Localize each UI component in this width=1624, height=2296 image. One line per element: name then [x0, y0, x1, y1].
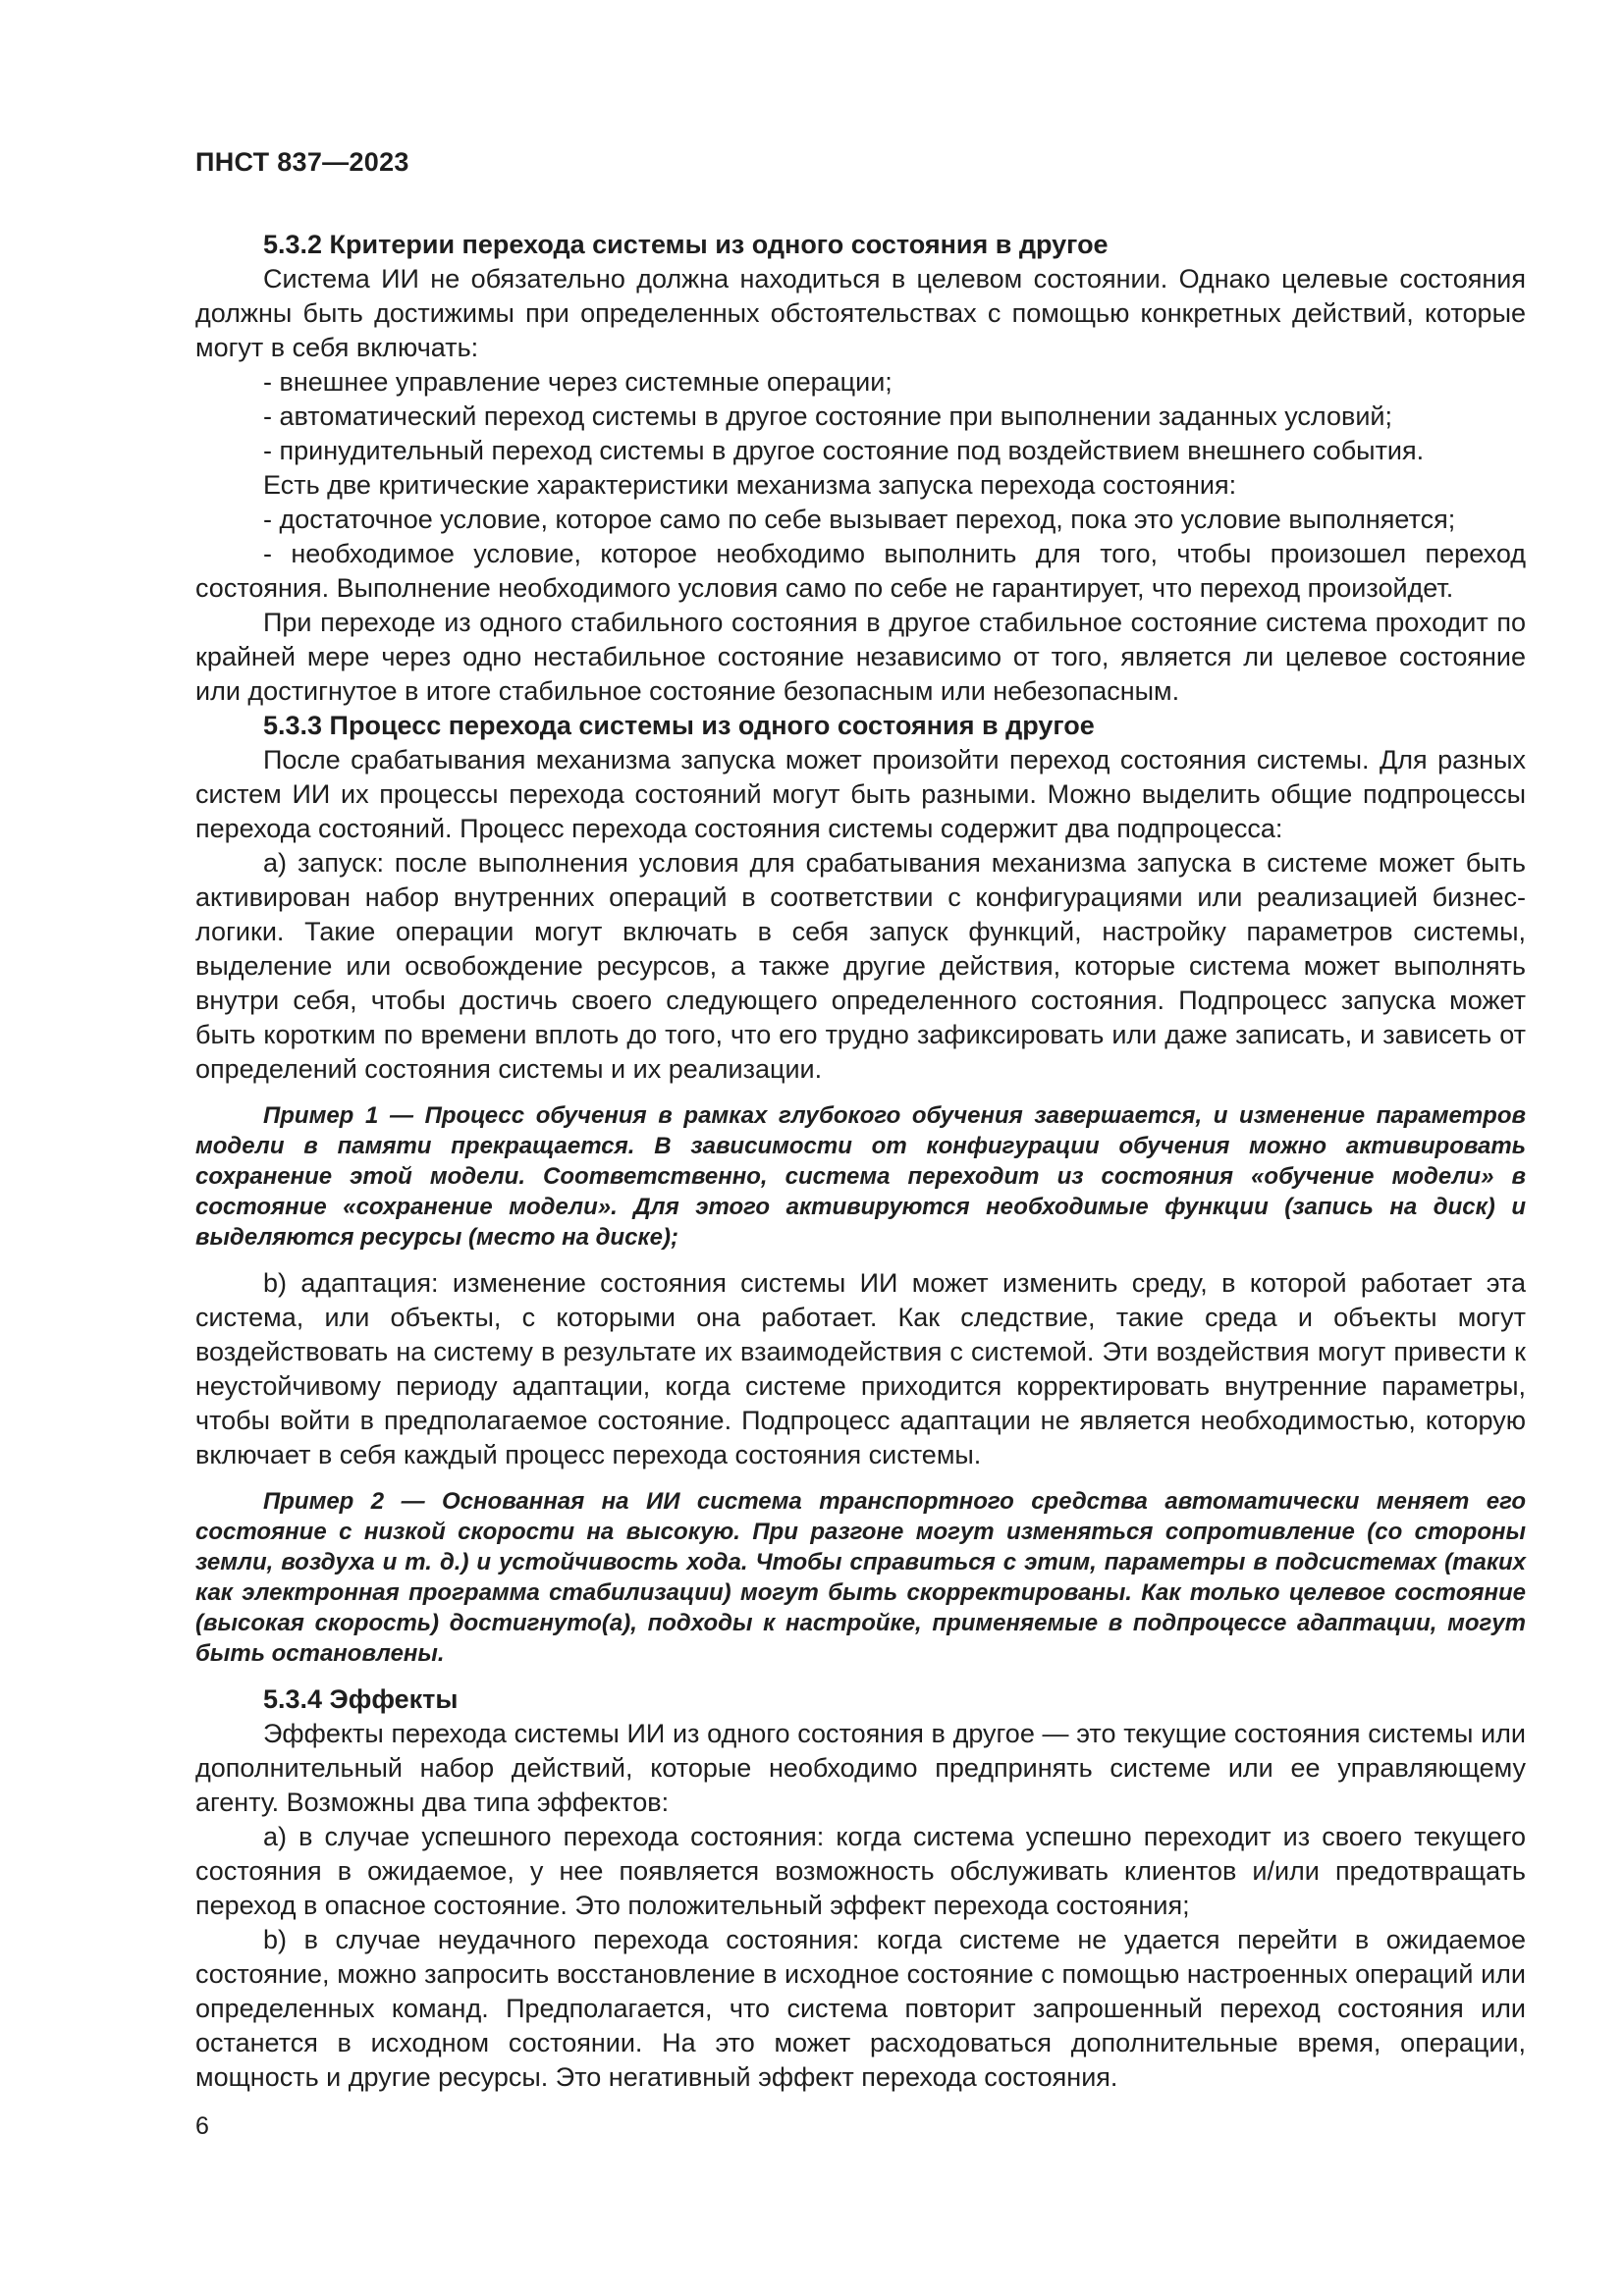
paragraph: После срабатывания механизма запуска может произойти переход состояния системы. Для разных систем ИИ их процессы перехода состояний могут быть разными. Можно выделить общие подпроцессы перехода состояний. Процесс перехода состояния системы содержит два подпроцесса: — [195, 745, 1526, 843]
bullet-list — [195, 365, 1526, 468]
list-item: - принудительный переход системы в другое состояние под воздействием внешнего события. — [263, 436, 1425, 465]
paragraph: Есть две критические характеристики механизма запуска перехода состояния: — [263, 470, 1237, 500]
list-item-a: а) запуск: после выполнения условия для срабатывания механизма запуска в системе может быть активирован набор внутренних операций в соответствии с конфигурациями или реализацией бизнес-логики. Такие операции могут включать в себя запуск функций, настройку параметров системы, выделение или освобождение ресурсов, а также другие действия, которые система может выполнять внутри себя, чтобы достичь своего следующего определенного состояния. Подпроцесс запуска может быть коротким по времени вплоть до того, что его трудно зафиксировать или даже записать, и зависеть от определений состояния системы и их реализации. — [195, 848, 1526, 1084]
list-item: - внешнее управление через системные операции; — [263, 367, 893, 397]
list-item: - достаточное условие, которое само по себе вызывает переход, пока это условие выполняется; — [263, 505, 1456, 534]
paragraph: Система ИИ не обязательно должна находиться в целевом состоянии. Однако целевые состояния должны быть достижимы при определенных обстоятельствах с помощью конкретных действий, которые могут в себя включать: — [195, 264, 1526, 362]
list-item-a: а) в случае успешного перехода состояния: когда система успешно переходит из своего текущего состояния в ожидаемое, у нее появляется возможность обслуживать клиентов и/или предотвращать переход в опасное состояние. Это положительный эффект перехода состояния; — [195, 1822, 1526, 1920]
list-item-b: b) в случае неудачного перехода состояния: когда системе не удается перейти в ожидаемое состояние, можно запросить восстановление в исходное состояние с помощью настроенных операций или определенных команд. Предполагается, что система повторит запрошенный переход состояния или останется в исходном состоянии. На это может расходоваться дополнительные время, операции, мощность и другие ресурсы. Это негативный эффект перехода состояния. — [195, 1925, 1526, 2092]
list-item-b: b) адаптация: изменение состояния системы ИИ может изменить среду, в которой работает эта система, или объекты, с которыми она работает. Как следствие, такие среда и объекты могут воздействовать на систему в результате их взаимодействия с системой. Эти воздействия могут привести к неустойчивому периоду адаптации, когда системе приходится корректировать внутренние параметры, чтобы войти в предполагаемое состояние. Подпроцесс адаптации не является необходимостью, которую включает в себя каждый процесс перехода состояния системы. — [195, 1268, 1526, 1469]
document-header: ПНСТ 837—2023 — [195, 147, 409, 177]
section-title-5-3-2: 5.3.2 Критерии перехода системы из одного состояния в другое — [263, 230, 1109, 259]
list-item: - необходимое условие, которое необходимо выполнить для того, чтобы произошел переход состояния. Выполнение необходимого условия само по себе не гарантирует, что переход произойдет. — [195, 539, 1526, 603]
page-number: 6 — [195, 2112, 209, 2140]
section-title-5-3-4: 5.3.4 Эффекты — [263, 1684, 459, 1714]
paragraph: Эффекты перехода системы ИИ из одного состояния в другое — это текущие состояния системы или дополнительный набор действий, которые необходимо предпринять системе или ее управляющему агенту. Возможны два типа эффектов: — [195, 1719, 1526, 1817]
section-title-5-3-3: 5.3.3 Процесс перехода системы из одного состояния в другое — [263, 711, 1095, 740]
example-2: Пример 2 — Основанная на ИИ система транспортного средства автоматически меняет его состояние с низкой скорости на высокую. При разгоне могут изменяться сопротивление (со стороны земли, воздуха и т. д.) и устойчивость хода. Чтобы справиться с этим, параметры в подсистемах (таких как электронная программа стабилизации) могут быть скорректированы. Как только целевое состояние (высокая скорость) достигнуто(а), подходы к настройке, применяемые в подпроцессе адаптации, могут быть остановлены. — [195, 1488, 1526, 1667]
document-body — [195, 228, 1526, 2095]
list-item: - автоматический переход системы в другое состояние при выполнении заданных условий; — [263, 401, 1392, 431]
bullet-list — [195, 503, 1526, 606]
example-1: Пример 1 — Процесс обучения в рамках глубокого обучения завершается, и изменение параметров модели в памяти прекращается. В зависимости от конфигурации обучения можно активировать сохранение этой модели. Соответственно, система переходит из состояния «обучение модели» в состояние «сохранение модели». Для этого активируются необходимые функции (запись на диск) и выделяются ресурсы (место на диске); — [195, 1102, 1526, 1251]
paragraph: При переходе из одного стабильного состояния в другое стабильное состояние система проходит по крайней мере через одно нестабильное состояние независимо от того, является ли целевое состояние или достигнутое в итоге стабильное состояние безопасным или небезопасным. — [195, 608, 1526, 706]
